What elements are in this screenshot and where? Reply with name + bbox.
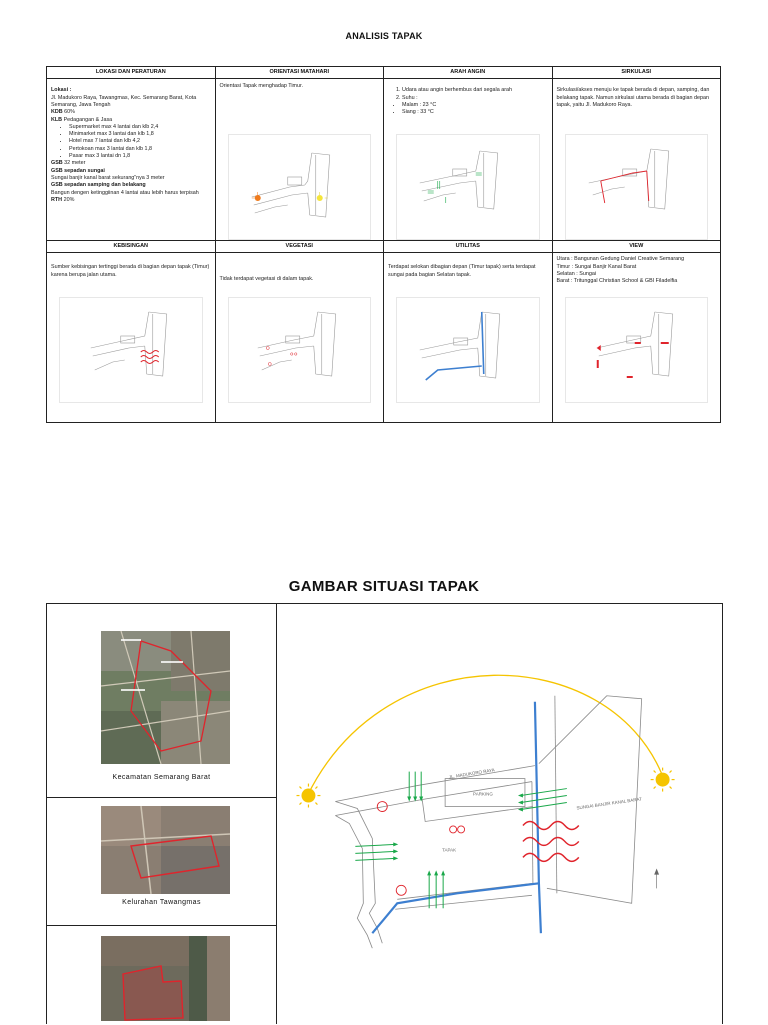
kdb-value: 60% (62, 109, 75, 116)
kebisingan-text: Sumber kebisingan tertinggi berada di bagian depan tapak (Timur) karena berupa jalan utama. (51, 264, 210, 278)
cell-sirkulasi (552, 79, 721, 241)
kebisingan-diagram (59, 297, 203, 403)
view-barat: Barat : Tritunggal Christian School & GBI Filadelfia (556, 278, 678, 285)
noise-waves (141, 351, 159, 364)
page-title: ANALISIS TAPAK (345, 31, 423, 41)
orientasi-text: Orientasi Tapak menghadap Timur. (219, 83, 303, 90)
view-plan (566, 298, 708, 402)
sun-west-icon (316, 195, 322, 201)
site-plan (277, 604, 723, 1024)
angin-plan (397, 135, 539, 239)
orientasi-diagram (228, 134, 372, 240)
view-timur: Timur : Sungai Banjir Kanal Barat (556, 263, 637, 270)
gsb-sungai-label: GSB sepadan sungai (51, 167, 105, 174)
utilitas-diagram (396, 297, 540, 403)
caption-kecamatan: Kecamatan Semarang Barat (112, 774, 211, 781)
water-lines (426, 312, 484, 380)
gsb-samping-label: GSB sepadan samping dan belakang (51, 182, 146, 189)
cell-kebisingan (47, 253, 216, 423)
panel-kecamatan (47, 604, 276, 798)
klb-item: • Supermarket max 4 lantai dan klb 2,4 (69, 124, 211, 131)
sirkulasi-text: Sirkulasi/akses menuju ke tapak berada di depan, samping, dan belakang tapak. Namun sirkulasi utama berada di bagian depan tapak, yaitu Jl. Madukoro Raya. (556, 87, 710, 108)
orientasi-plan (229, 135, 371, 239)
header-orientasi: ORIENTASI MATAHARI (215, 67, 384, 79)
north-arrow (655, 869, 659, 888)
angin-item: 1. Udara atau angin berhembus dari segala arah (402, 87, 548, 94)
lokasi-address: Jl. Madukoro Raya, Tawangmas, Kec. Semarang Barat, Kota Semarang, Jawa Tengah (51, 94, 197, 108)
suhu-list (388, 102, 548, 117)
view-utara: Utara : Bangunan Gedung Daniel Creative Semarang (556, 256, 685, 263)
klb-item: • Pasar max 3 lantai dn 1,8 (69, 153, 211, 160)
label-river: SUNGAI BANJIR KANAL BARAT (576, 796, 643, 811)
cell-lokasi (47, 79, 216, 241)
header-lokasi: LOKASI DAN PERATURAN (47, 67, 216, 79)
view-diagram (565, 297, 709, 403)
gsb-label: GSB (51, 160, 63, 167)
label-road: JL. MADUKORO RAYA (448, 767, 495, 780)
panel-tapak (47, 925, 276, 1025)
location-panels (47, 604, 277, 1024)
tapak-map (101, 936, 230, 1021)
cell-arah-angin (384, 79, 553, 241)
cell-utilitas (384, 253, 553, 423)
header-sirkulasi: SIRKULASI (552, 67, 721, 79)
plan-outline (335, 696, 641, 948)
gsb-sungai-value: Sungai banjir kanal barat sekurang”nya 3 meter (51, 174, 165, 181)
suhu-malam: • Malam : 23 °C (402, 102, 548, 109)
angin-item: 2. Suhu : (402, 95, 548, 102)
utilitas-text: Terdapat selokan dibagian depan (Timur tapak) serta terdapat sungai pada bagian Selatan tapak. (388, 264, 536, 278)
kdb-label: KDB (51, 109, 63, 116)
panel-kelurahan (47, 797, 276, 926)
header-kebisingan: KEBISINGAN (47, 240, 216, 252)
header-view: VIEW (552, 240, 721, 252)
caption-kelurahan: Kelurahan Tawangmas (122, 899, 201, 906)
kelurahan-map (101, 806, 230, 894)
angin-list (388, 87, 548, 102)
sirkulasi-plan (566, 135, 708, 239)
analysis-table (46, 66, 721, 423)
sun-east-icon (296, 784, 320, 808)
section-title: GAMBAR SITUASI TAPAK (288, 578, 480, 595)
sun-path (307, 675, 661, 795)
vegetasi-diagram (228, 297, 372, 403)
suhu-siang: • Siang : 33 °C (402, 109, 548, 116)
situasi-frame (46, 603, 723, 1024)
gsb-value: 32 meter (62, 160, 86, 167)
angin-diagram (396, 134, 540, 240)
header-vegetasi: VEGETASI (215, 240, 384, 252)
sun-west-icon (651, 768, 675, 792)
cell-view (552, 253, 721, 423)
utilitas-plan (397, 298, 539, 402)
vegetasi-plan (229, 298, 371, 402)
label-parking: PARKING (473, 791, 493, 797)
cell-orientasi (215, 79, 384, 241)
kebisingan-plan (60, 298, 202, 402)
site-plan-drawing (277, 604, 723, 1024)
gsb-samping-value: Bangun dengen ketinggiinan 4 lantai atau lebih harus terpisah (51, 189, 199, 196)
label-tapak: TAPAK (442, 847, 457, 853)
view-selatan: Selatan : Sungai (556, 270, 597, 277)
lokasi-label: Lokasi : (51, 87, 72, 94)
rth-value: 20% (62, 196, 75, 203)
klb-label: KLB (51, 116, 63, 123)
vegetasi-text: Tidak terdapat vegetasi di dalam tapak. (219, 276, 314, 283)
rth-label: RTH (51, 196, 63, 203)
klb-item: • Pertokoan max 3 lantai dan klb 1,8 (69, 146, 211, 153)
sun-east-icon (254, 195, 260, 201)
header-arah-angin: ARAH ANGIN (384, 67, 553, 79)
kecamatan-map (101, 631, 230, 764)
klb-list (51, 124, 211, 160)
cell-vegetasi (215, 253, 384, 423)
header-utilitas: UTILITAS (384, 240, 553, 252)
klb-value: Pedagangan & Jasa (62, 116, 113, 123)
klb-item: • Hotel max 7 lantai dan klb 4,2 (69, 138, 211, 145)
noise-waves (523, 821, 579, 861)
sirkulasi-diagram (565, 134, 709, 240)
klb-item: • Minimarket max 3 lantai dan klb 1,8 (69, 131, 211, 138)
